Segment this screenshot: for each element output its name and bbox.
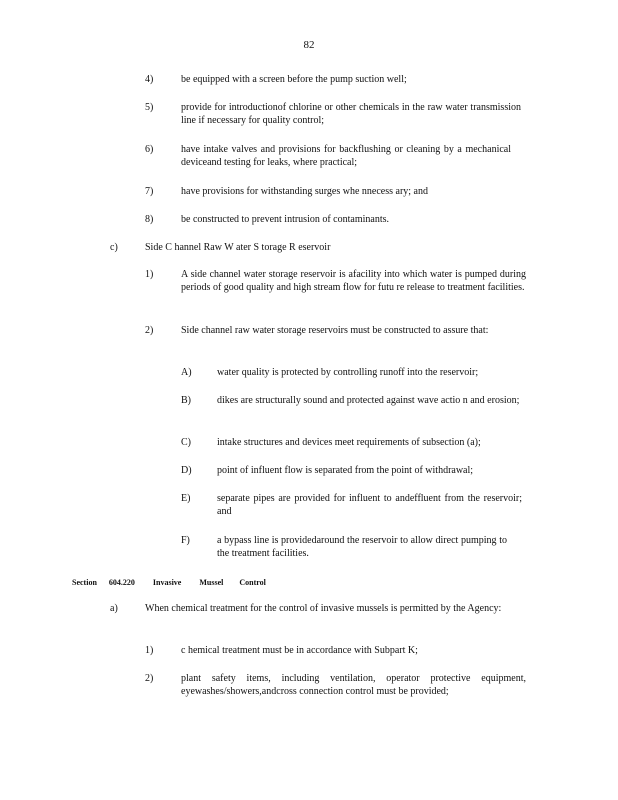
list-item-text: Side channel raw water storage reservoirs must be constructed to assure that: — [181, 325, 489, 336]
subsection-heading: Side C hannel Raw W ater S torage R eservoir — [145, 242, 331, 253]
section-heading — [72, 577, 266, 588]
sublist-item-label: C) — [181, 437, 191, 448]
list-item-text: have intake valves and provisions for backflushing or cleaning by a mechanical deviceand testing for leaks, where practical; — [181, 144, 511, 168]
list-item-text: c hemical treatment must be in accordance with Subpart K; — [181, 645, 418, 656]
sublist-item-text: water quality is protected by controlling runoff into the reservoir; — [217, 367, 479, 378]
list-item-label: 5) — [145, 102, 154, 113]
section-title-word: Invasive — [152, 578, 182, 587]
list-item-label: 7) — [145, 186, 154, 197]
sublist-item-text: separate pipes are provided for influent to andeffluent from the reservoir; and — [217, 493, 522, 517]
sublist-item-text: a bypass line is providedaround the reservoir to allow direct pumping to the treatment facilities. — [217, 535, 507, 559]
subsection-label: a) — [110, 603, 118, 614]
section-title-word: Control — [239, 578, 266, 587]
sublist-item-label: F) — [181, 535, 190, 546]
sublist-item-label: E) — [181, 493, 191, 504]
list-item-label: 6) — [145, 144, 154, 155]
sublist-item-label: A) — [181, 367, 192, 378]
list-item-label: 4) — [145, 74, 154, 85]
list-item-text: be equipped with a screen before the pump suction well; — [181, 74, 407, 85]
section-number: 604.220 — [108, 578, 135, 587]
subsection-text: When chemical treatment for the control of invasive mussels is permitted by the Agency: — [145, 603, 502, 614]
section-title-word: Mussel — [199, 578, 224, 587]
sublist-item-text: dikes are structurally sound and protected against wave actio n and erosion; — [217, 395, 520, 406]
list-item-text: plant safety items, including ventilation, operator protective equipment, eyewashes/showers,andcross connection control must be provided; — [181, 673, 526, 697]
list-item-text: A side channel water storage reservoir is afacility into which water is pumped during periods of good quality and high stream flow for futu re release to treatment facilities. — [181, 269, 526, 293]
page-number: 82 — [303, 39, 315, 51]
list-item-text: be constructed to prevent intrusion of contaminants. — [181, 214, 390, 225]
sublist-item-label: B) — [181, 395, 191, 406]
subsection-label: c) — [110, 242, 118, 253]
sublist-item-label: D) — [181, 465, 192, 476]
section-label: Section — [72, 578, 97, 587]
list-item-label: 1) — [145, 269, 154, 280]
list-item-label: 8) — [145, 214, 154, 225]
sublist-item-text: intake structures and devices meet requirements of subsection (a); — [217, 437, 481, 448]
list-item-text: have provisions for withstanding surges whe nnecess ary; and — [181, 186, 428, 197]
list-item-label: 1) — [145, 645, 154, 656]
list-item-label: 2) — [145, 673, 154, 684]
list-item-label: 2) — [145, 325, 154, 336]
sublist-item-text: point of influent flow is separated from the point of withdrawal; — [217, 465, 474, 476]
list-item-text: provide for introductionof chlorine or other chemicals in the raw water transmission line if necessary for quality control; — [181, 102, 521, 126]
